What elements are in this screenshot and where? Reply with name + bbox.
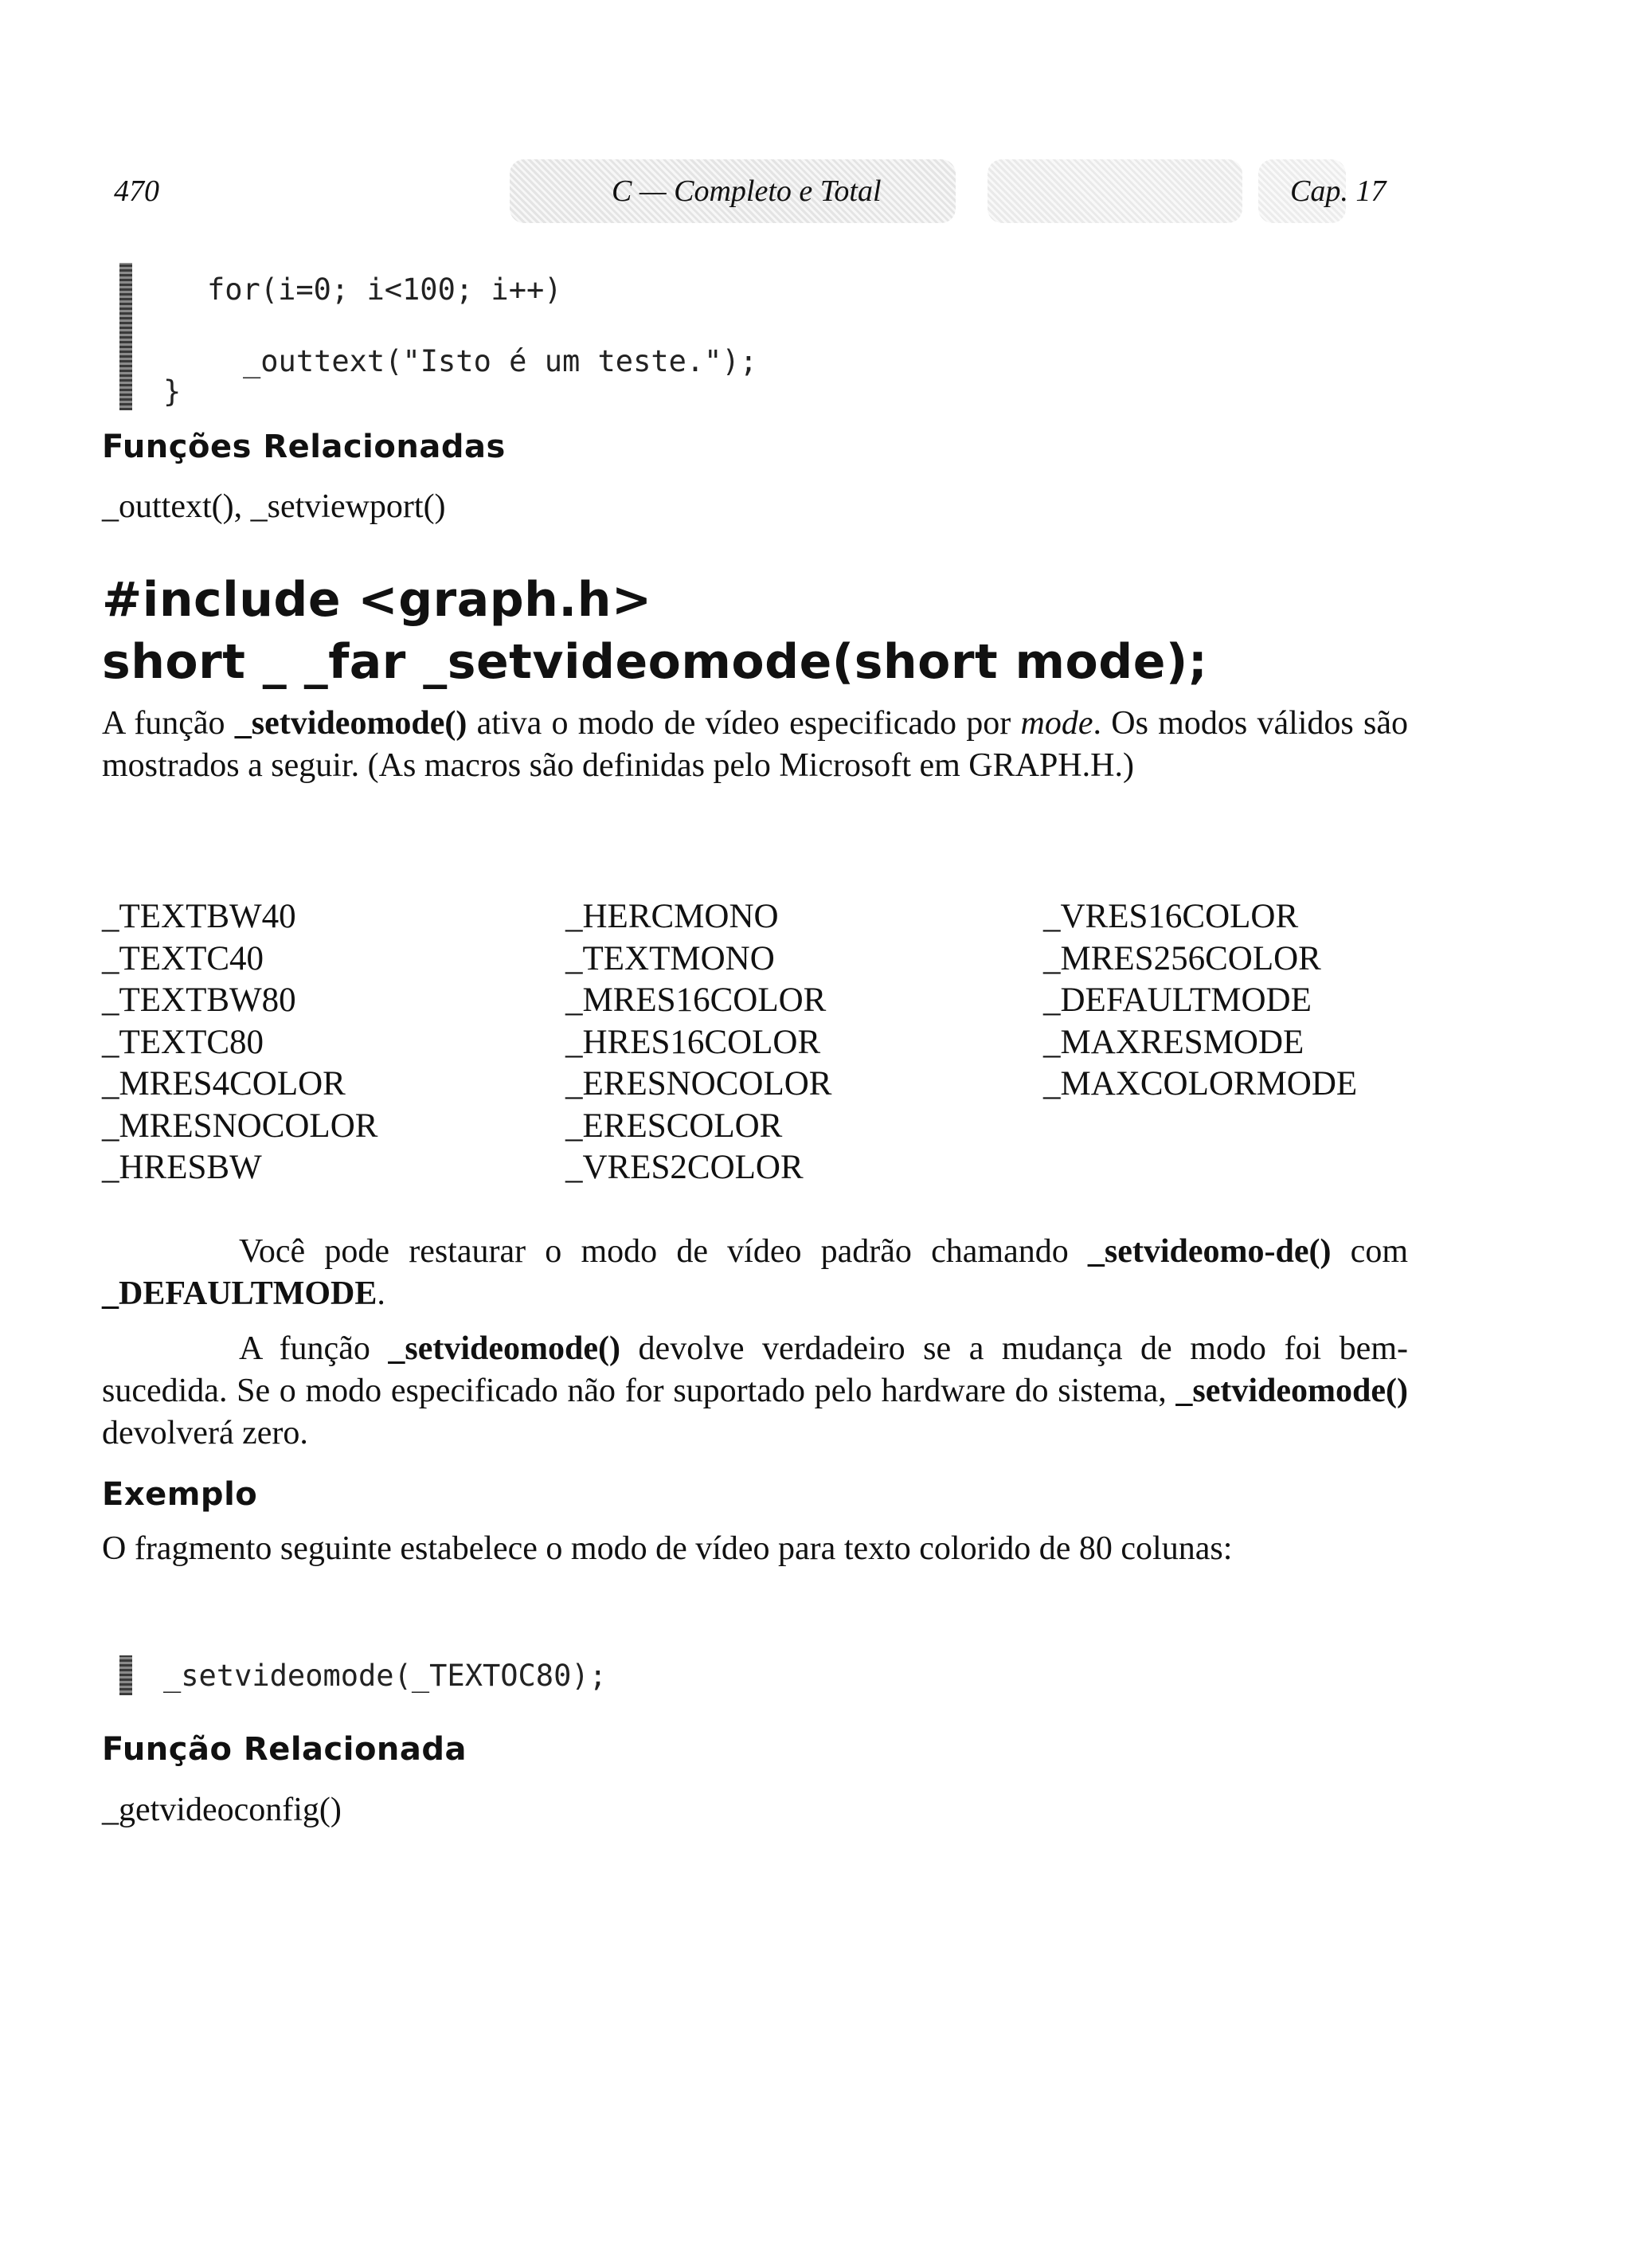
function-name: _setvideomo-de() (1087, 1233, 1332, 1270)
function-name: _setvideomode() (1175, 1373, 1408, 1409)
text: com (1331, 1233, 1408, 1270)
macro-column-3 (1043, 896, 1357, 1106)
macro-name: _HRES16COLOR (565, 1023, 821, 1061)
example-text: O fragmento seguinte estabelece o modo de vídeo para texto colorido de 80 colunas: (102, 1530, 1233, 1567)
macro-name: _MRES4COLOR (102, 1065, 346, 1103)
text: . (377, 1275, 385, 1312)
macro-name: _HERCMONO (565, 898, 779, 935)
text: Você pode restaurar o modo de vídeo padrão chamando (239, 1233, 1088, 1270)
code-block-marker (119, 1655, 132, 1695)
body-paragraph (102, 1231, 1408, 1315)
code-block-marker (119, 263, 132, 410)
text: devolve verdadeiro se a mudança de modo foi bem-sucedida. Se o modo especificado não for suportado pelo hardware do sistema, (102, 1330, 1408, 1409)
related-functions: _outtext(), _setviewport() (102, 488, 446, 525)
macro-name: _MRESNOCOLOR (102, 1107, 378, 1145)
text: A função (102, 705, 235, 742)
description-paragraph (102, 703, 1408, 787)
function-name: _setvideomode() (388, 1330, 620, 1367)
text: . Os modos válidos são mostrados a seguir. (As macros são definidas pelo Microsoft em GRAPH.H.) (102, 705, 1408, 784)
text: devolverá zero. (102, 1415, 308, 1451)
macro-name: _MRES16COLOR (565, 981, 827, 1019)
header-shading (988, 159, 1242, 223)
macro-column-2 (565, 896, 831, 1189)
macro-name: _TEXTBW80 (102, 981, 296, 1019)
macro-name: _MRES256COLOR (1043, 939, 1321, 977)
macro-name: _HRESBW (102, 1149, 262, 1186)
macro-name: _TEXTC80 (102, 1023, 264, 1061)
macro-name: _MAXCOLORMODE (1043, 1065, 1358, 1103)
macro-name: _ERESNOCOLOR (565, 1065, 832, 1103)
chapter-label: Cap. 17 (1290, 174, 1387, 208)
related-functions: _getvideoconfig() (102, 1792, 342, 1828)
macro-name: _TEXTC40 (102, 939, 264, 977)
macro-name: _ERESCOLOR (565, 1107, 783, 1145)
code-line: for(i=0; i<100; i++) (207, 272, 562, 307)
macro-column-1 (102, 896, 377, 1189)
macro-name: _TEXTBW40 (102, 898, 296, 935)
code-line: _setvideomode(_TEXTOC80); (163, 1659, 607, 1693)
macro-name: _VRES2COLOR (565, 1149, 804, 1186)
function-signature: short _ _far _setvideomode(short mode); (102, 634, 1208, 690)
macro-name: _VRES16COLOR (1043, 898, 1299, 935)
macro-name: _MAXRESMODE (1043, 1023, 1304, 1061)
macro-name: _TEXTMONO (565, 939, 775, 977)
section-heading: Exemplo (102, 1476, 258, 1513)
param-name: mode (1020, 705, 1093, 742)
code-line: _outtext("Isto é um teste."); (243, 344, 758, 378)
text: A função (239, 1330, 389, 1367)
text: ativa o modo de vídeo especificado por (467, 705, 1021, 742)
function-name: _setvideomode() (234, 705, 467, 742)
section-heading: Funções Relacionadas (102, 429, 506, 465)
page-number: 470 (114, 174, 159, 208)
macro-name: _DEFAULTMODE (102, 1275, 377, 1312)
running-title: C — Completo e Total (612, 174, 882, 208)
section-heading: Função Relacionada (102, 1731, 467, 1768)
code-line: } (163, 374, 182, 409)
body-paragraph (102, 1328, 1408, 1455)
macro-name: _DEFAULTMODE (1043, 981, 1312, 1019)
include-line: #include <graph.h> (102, 572, 652, 628)
